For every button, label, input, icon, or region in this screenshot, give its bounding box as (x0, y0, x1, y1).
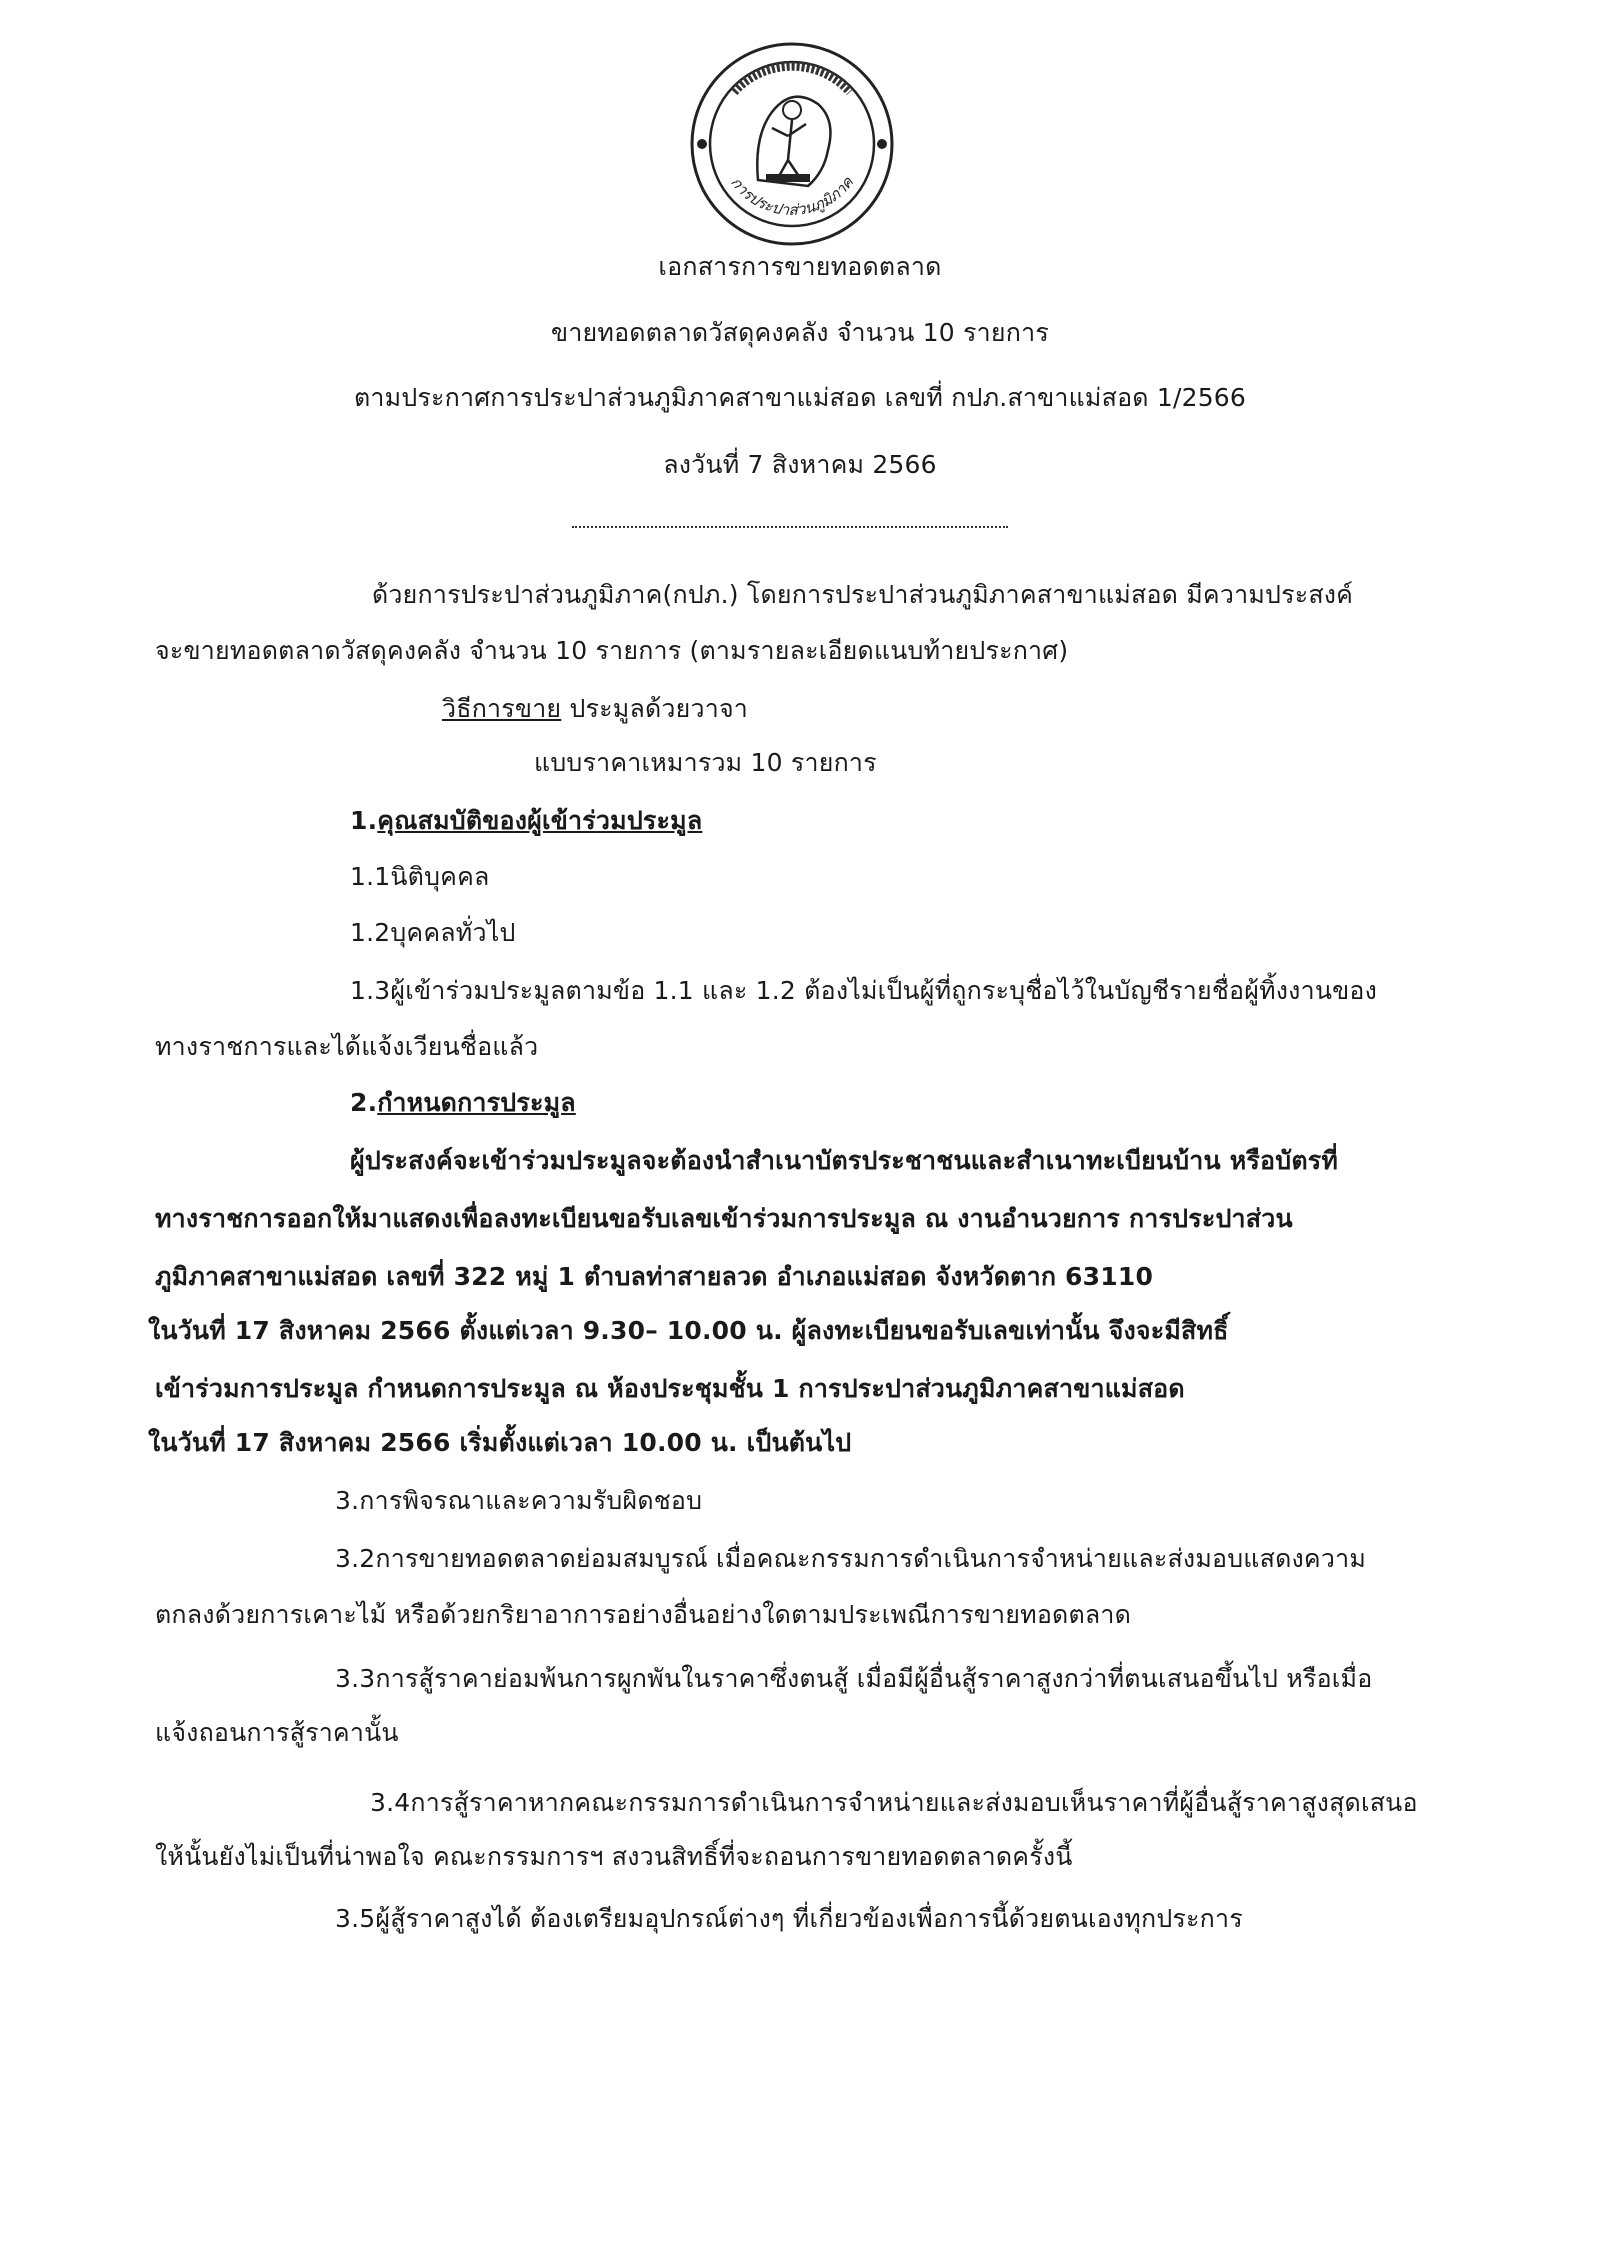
section-1-heading (350, 806, 702, 836)
sale-method-detail: แบบราคาเหมารวม 10 รายการ (534, 748, 877, 777)
section-1-item-2: 1.2บุคคลทั่วไป (350, 918, 516, 947)
section-1-item-3-line-2: ทางราชการและได้แจ้งเวียนชื่อแล้ว (155, 1032, 539, 1061)
section-2-line: ทางราชการออกให้มาแสดงเพื่อลงทะเบียนขอรับเลขเข้าร่วมการประมูล ณ งานอำนวยการ การประปาส่วน (155, 1204, 1293, 1233)
seal-arc-text: การประปาส่วนภูมิภาค (727, 173, 857, 219)
intro-line-2: จะขายทอดตลาดวัสดุคงคลัง จำนวน 10 รายการ (ตามรายละเอียดแนบท้ายประกาศ) (155, 636, 1069, 665)
announcement-reference: ตามประกาศการประปาส่วนภูมิภาคสาขาแม่สอด เลขที่ กปภ.สาขาแม่สอด 1/2566 (353, 383, 1247, 412)
intro-line-1: ด้วยการประปาส่วนภูมิภาค(กปภ.) โดยการประปาส่วนภูมิภาคสาขาแม่สอด มีความประสงค์ (372, 580, 1354, 609)
sale-method (442, 694, 748, 724)
section-3-item-2-line-2: ตกลงด้วยการเคาะไม้ หรือด้วยกริยาอาการอย่างอื่นอย่างใดตามประเพณีการขายทอดตลาด (155, 1600, 1132, 1629)
section-3-item-3-line-1: 3.3การสู้ราคาย่อมพ้นการผูกพันในราคาซึ่งตนสู้ เมื่อมีผู้อื่นสู้ราคาสูงกว่าที่ตนเสนอขึ้นไป หรือเมื่อ (335, 1664, 1373, 1693)
section-2-line: ผู้ประสงค์จะเข้าร่วมประมูลจะต้องนำสำเนาบัตรประชาชนและสำเนาทะเบียนบ้าน หรือบัตรที่ (350, 1146, 1339, 1175)
section-2-line: เข้าร่วมการประมูล กำหนดการประมูล ณ ห้องประชุมชั้น 1 การประปาส่วนภูมิภาคสาขาแม่สอด (155, 1374, 1185, 1403)
section-2-line: ภูมิภาคสาขาแม่สอด เลขที่ 322 หมู่ 1 ตำบลท่าสายลวด อำเภอแม่สอด จังหวัดตาก 63110 (155, 1262, 1154, 1291)
section-2-number: 2. (350, 1088, 378, 1117)
document-subtitle: ขายทอดตลาดวัสดุคงคลัง จำนวน 10 รายการ (551, 318, 1049, 347)
section-2-title: กำหนดการประมูล (377, 1088, 576, 1117)
section-1-title: คุณสมบัติของผู้เข้าร่วมประมูล (377, 806, 703, 835)
section-1-item-1: 1.1นิติบุคคล (350, 862, 490, 891)
section-2-heading (350, 1088, 576, 1118)
section-3-item-4-line-2: ให้นั้นยังไม่เป็นที่น่าพอใจ คณะกรรมการฯ สงวนสิทธิ์ที่จะถอนการขายทอดตลาดครั้งนี้ (155, 1842, 1073, 1871)
pea-seal-icon (688, 40, 896, 248)
section-3-item-3-line-2: แจ้งถอนการสู้ราคานั้น (155, 1718, 399, 1747)
section-2-line: ในวันที่ 17 สิงหาคม 2566 ตั้งแต่เวลา 9.30– 10.00 น. ผู้ลงทะเบียนขอรับเลขเท่านั้น จึงจะมีสิทธิ์ (148, 1316, 1229, 1345)
sale-method-value: ประมูลด้วยวาจา (569, 694, 749, 723)
section-3-item-4-line-1: 3.4การสู้ราคาหากคณะกรรมการดำเนินการจำหน่ายและส่งมอบเห็นราคาที่ผู้อื่นสู้ราคาสูงสุดเสนอ (370, 1788, 1418, 1817)
section-1-item-3-line-1: 1.3ผู้เข้าร่วมประมูลตามข้อ 1.1 และ 1.2 ต้องไม่เป็นผู้ที่ถูกระบุชื่อไว้ในบัญชีรายชื่อผู้ทิ้งงานของ (350, 976, 1378, 1005)
section-3-item-5: 3.5ผู้สู้ราคาสูงได้ ต้องเตรียมอุปกรณ์ต่างๆ ที่เกี่ยวข้องเพื่อการนี้ด้วยตนเองทุกประการ (335, 1904, 1243, 1933)
dotted-separator (572, 526, 1008, 528)
section-2-line: ในวันที่ 17 สิงหาคม 2566 เริ่มตั้งแต่เวลา 10.00 น. เป็นต้นไป (148, 1428, 852, 1457)
document-title: เอกสารการขายทอดตลาด (658, 252, 942, 281)
sale-method-label: วิธีการขาย (442, 694, 562, 723)
section-1-number: 1. (350, 806, 378, 835)
announcement-date: ลงวันที่ 7 สิงหาคม 2566 (663, 450, 937, 479)
section-3-item-2-line-1: 3.2การขายทอดตลาดย่อมสมบูรณ์ เมื่อคณะกรรมการดำเนินการจำหน่ายและส่งมอบแสดงความ (335, 1544, 1366, 1573)
section-3-heading: 3.การพิจรณาและความรับผิดชอบ (335, 1486, 703, 1515)
